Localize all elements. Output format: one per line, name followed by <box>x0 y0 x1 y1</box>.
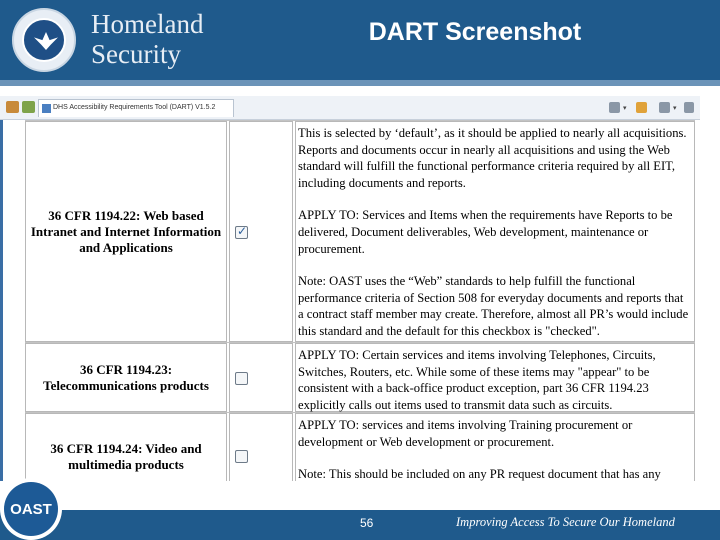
checkbox-cell <box>229 413 293 481</box>
table-row <box>25 412 695 481</box>
browser-toolbar <box>0 96 700 120</box>
footer-tagline: Improving Access To Secure Our Homeland <box>456 515 675 529</box>
guidance-paragraph: Note: This should be included on any PR request document that has any <box>298 467 661 481</box>
page-icon <box>42 104 51 113</box>
checkbox-cell <box>229 343 293 412</box>
home-dropdown-icon[interactable]: ▾ <box>623 104 627 112</box>
guidance-paragraph: Note: OAST uses the “Web” standards to help fulfill the functional performance criteria of Section 508 for everyday documents and reports that a contract staff member may create. Therefore, almost all PR’s would include this standard and the default for this checkbox is "checked". <box>298 274 689 338</box>
table-row <box>25 120 695 342</box>
brand-line-2: Security <box>91 39 181 69</box>
guidance-text <box>295 121 695 342</box>
guidance-text <box>295 343 695 412</box>
header-stripe <box>0 80 720 86</box>
eagle-icon <box>34 32 58 50</box>
standard-label: 36 CFR 1194.23: Telecommunications products <box>25 343 227 412</box>
guidance-paragraph: APPLY TO: Certain services and items involving Telephones, Circuits, Switches, Routers, etc. While some of these items may "appear" to be consistent with a back-office product exception, part 36 CFR 1194.23 explicitly calls out items used to transmit data such as circuits. <box>298 348 656 412</box>
table-row <box>25 342 695 412</box>
oast-logo <box>0 478 62 540</box>
standard-label: 36 CFR 1194.22: Web based Intranet and Internet Information and Applications <box>25 121 227 342</box>
guidance-paragraph: APPLY TO: services and items involving Training procurement or development or Web development or procurement. <box>298 418 633 449</box>
checkmark-icon: ✓ <box>237 224 248 238</box>
standard-label: 36 CFR 1194.24: Video and multimedia products <box>25 413 227 481</box>
feeds-icon[interactable] <box>636 102 647 113</box>
guidance-paragraph: APPLY TO: Services and Items when the requirements have Reports to be delivered, Document deliverables, Web development, maintenance or procurement. <box>298 208 673 256</box>
browser-tab[interactable] <box>38 99 234 117</box>
brand-line-1: Homeland <box>91 9 204 39</box>
slide-title: DART Screenshot <box>368 18 582 46</box>
home-icon[interactable] <box>609 102 620 113</box>
page-menu-icon[interactable] <box>684 102 694 113</box>
browser-content <box>0 120 700 481</box>
print-dropdown-icon[interactable]: ▾ <box>673 104 677 112</box>
browser-tab-label: DHS Accessibility Requirements Tool (DART) V1.5.2 <box>53 104 216 111</box>
favorites-star-icon[interactable] <box>6 101 19 113</box>
standard-checkbox[interactable] <box>235 450 248 463</box>
print-icon[interactable] <box>659 102 670 113</box>
standard-checkbox[interactable] <box>235 372 248 385</box>
seal-inner <box>22 18 66 62</box>
add-favorites-icon[interactable] <box>22 101 35 113</box>
guidance-text <box>295 413 695 481</box>
dhs-seal-icon <box>12 8 76 72</box>
standard-checkbox[interactable] <box>235 226 248 239</box>
oast-logo-text: OAST <box>10 500 52 518</box>
checkbox-cell <box>229 121 293 342</box>
oast-logo-inner <box>4 482 58 536</box>
page-number: 56 <box>360 516 374 530</box>
guidance-paragraph: This is selected by ‘default’, as it should be applied to nearly all acquisitions. Reports and documents occur in nearly all acquisitions and using the Web standard will fulfill the functional performance criteria required by all EIT, including documents and reports. <box>298 126 687 190</box>
brand-name <box>91 9 203 69</box>
